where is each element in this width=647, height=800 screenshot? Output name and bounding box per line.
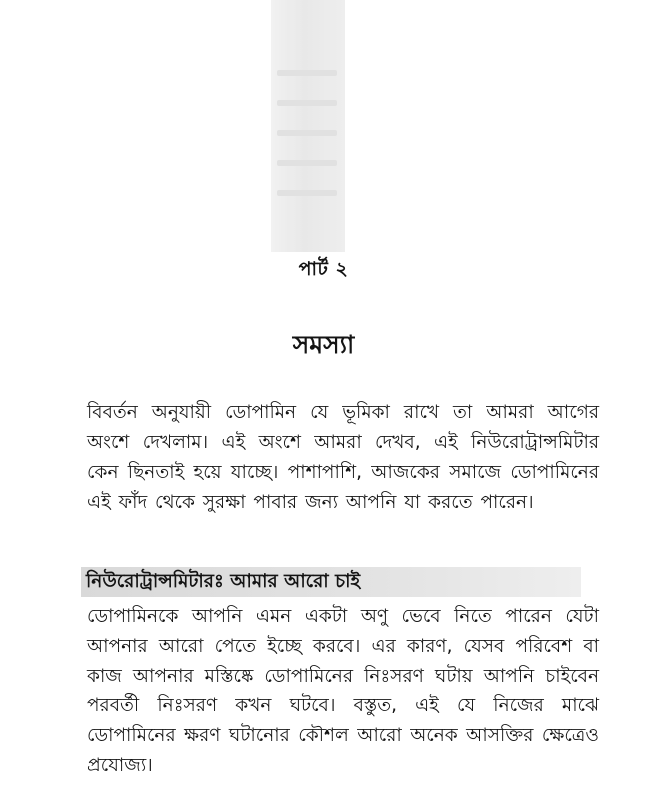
- intro-paragraph: বিবর্তন অনুযায়ী ডোপামিন যে ভূমিকা রাখে তা আমরা আগের অংশে দেখলাম। এই অংশে আমরা দেখব, এই নিউরোট্রান্সমিটার কেন ছিনতাই হয়ে যাচ্ছে। পাশাপাশি, আজকের সমাজে ডোপামিনের এই ফাঁদ থেকে সুরক্ষা পাবার জন্য আপনি যা করতে পারেন।: [87, 402, 599, 513]
- section-heading: নিউরোট্রান্সমিটারঃ আমার আরো চাই: [86, 571, 361, 592]
- chapter-title: সমস্যা: [292, 330, 355, 359]
- ghost-line: [277, 70, 337, 76]
- ghost-line: [277, 100, 337, 106]
- ghost-line: [277, 190, 337, 196]
- ghost-line: [277, 160, 337, 166]
- section-paragraph: ডোপামিনকে আপনি এমন একটা অণু ভেবে নিতে পারেন যেটা আপনার আরো পেতে ইচ্ছে করবে। এর কারণ, যেসব পরিবেশ বা কাজ আপনার মস্তিষ্কে ডোপামিনের নিঃসরণ ঘটায় আপনি চাইবেন পরবর্তী নিঃসরণ কখন ঘটবে। বস্তুত, এই যে নিজের মাঝে ডোপামিনের ক্ষরণ ঘটানোর কৌশল আরো অনেক আসক্তির ক্ষেত্রেও প্রযোজ্য।: [87, 606, 599, 776]
- ghost-line: [277, 130, 337, 136]
- section-heading-band: [81, 567, 581, 597]
- print-artifact-strip: [271, 0, 345, 252]
- part-label: পার্ট ২: [298, 258, 349, 280]
